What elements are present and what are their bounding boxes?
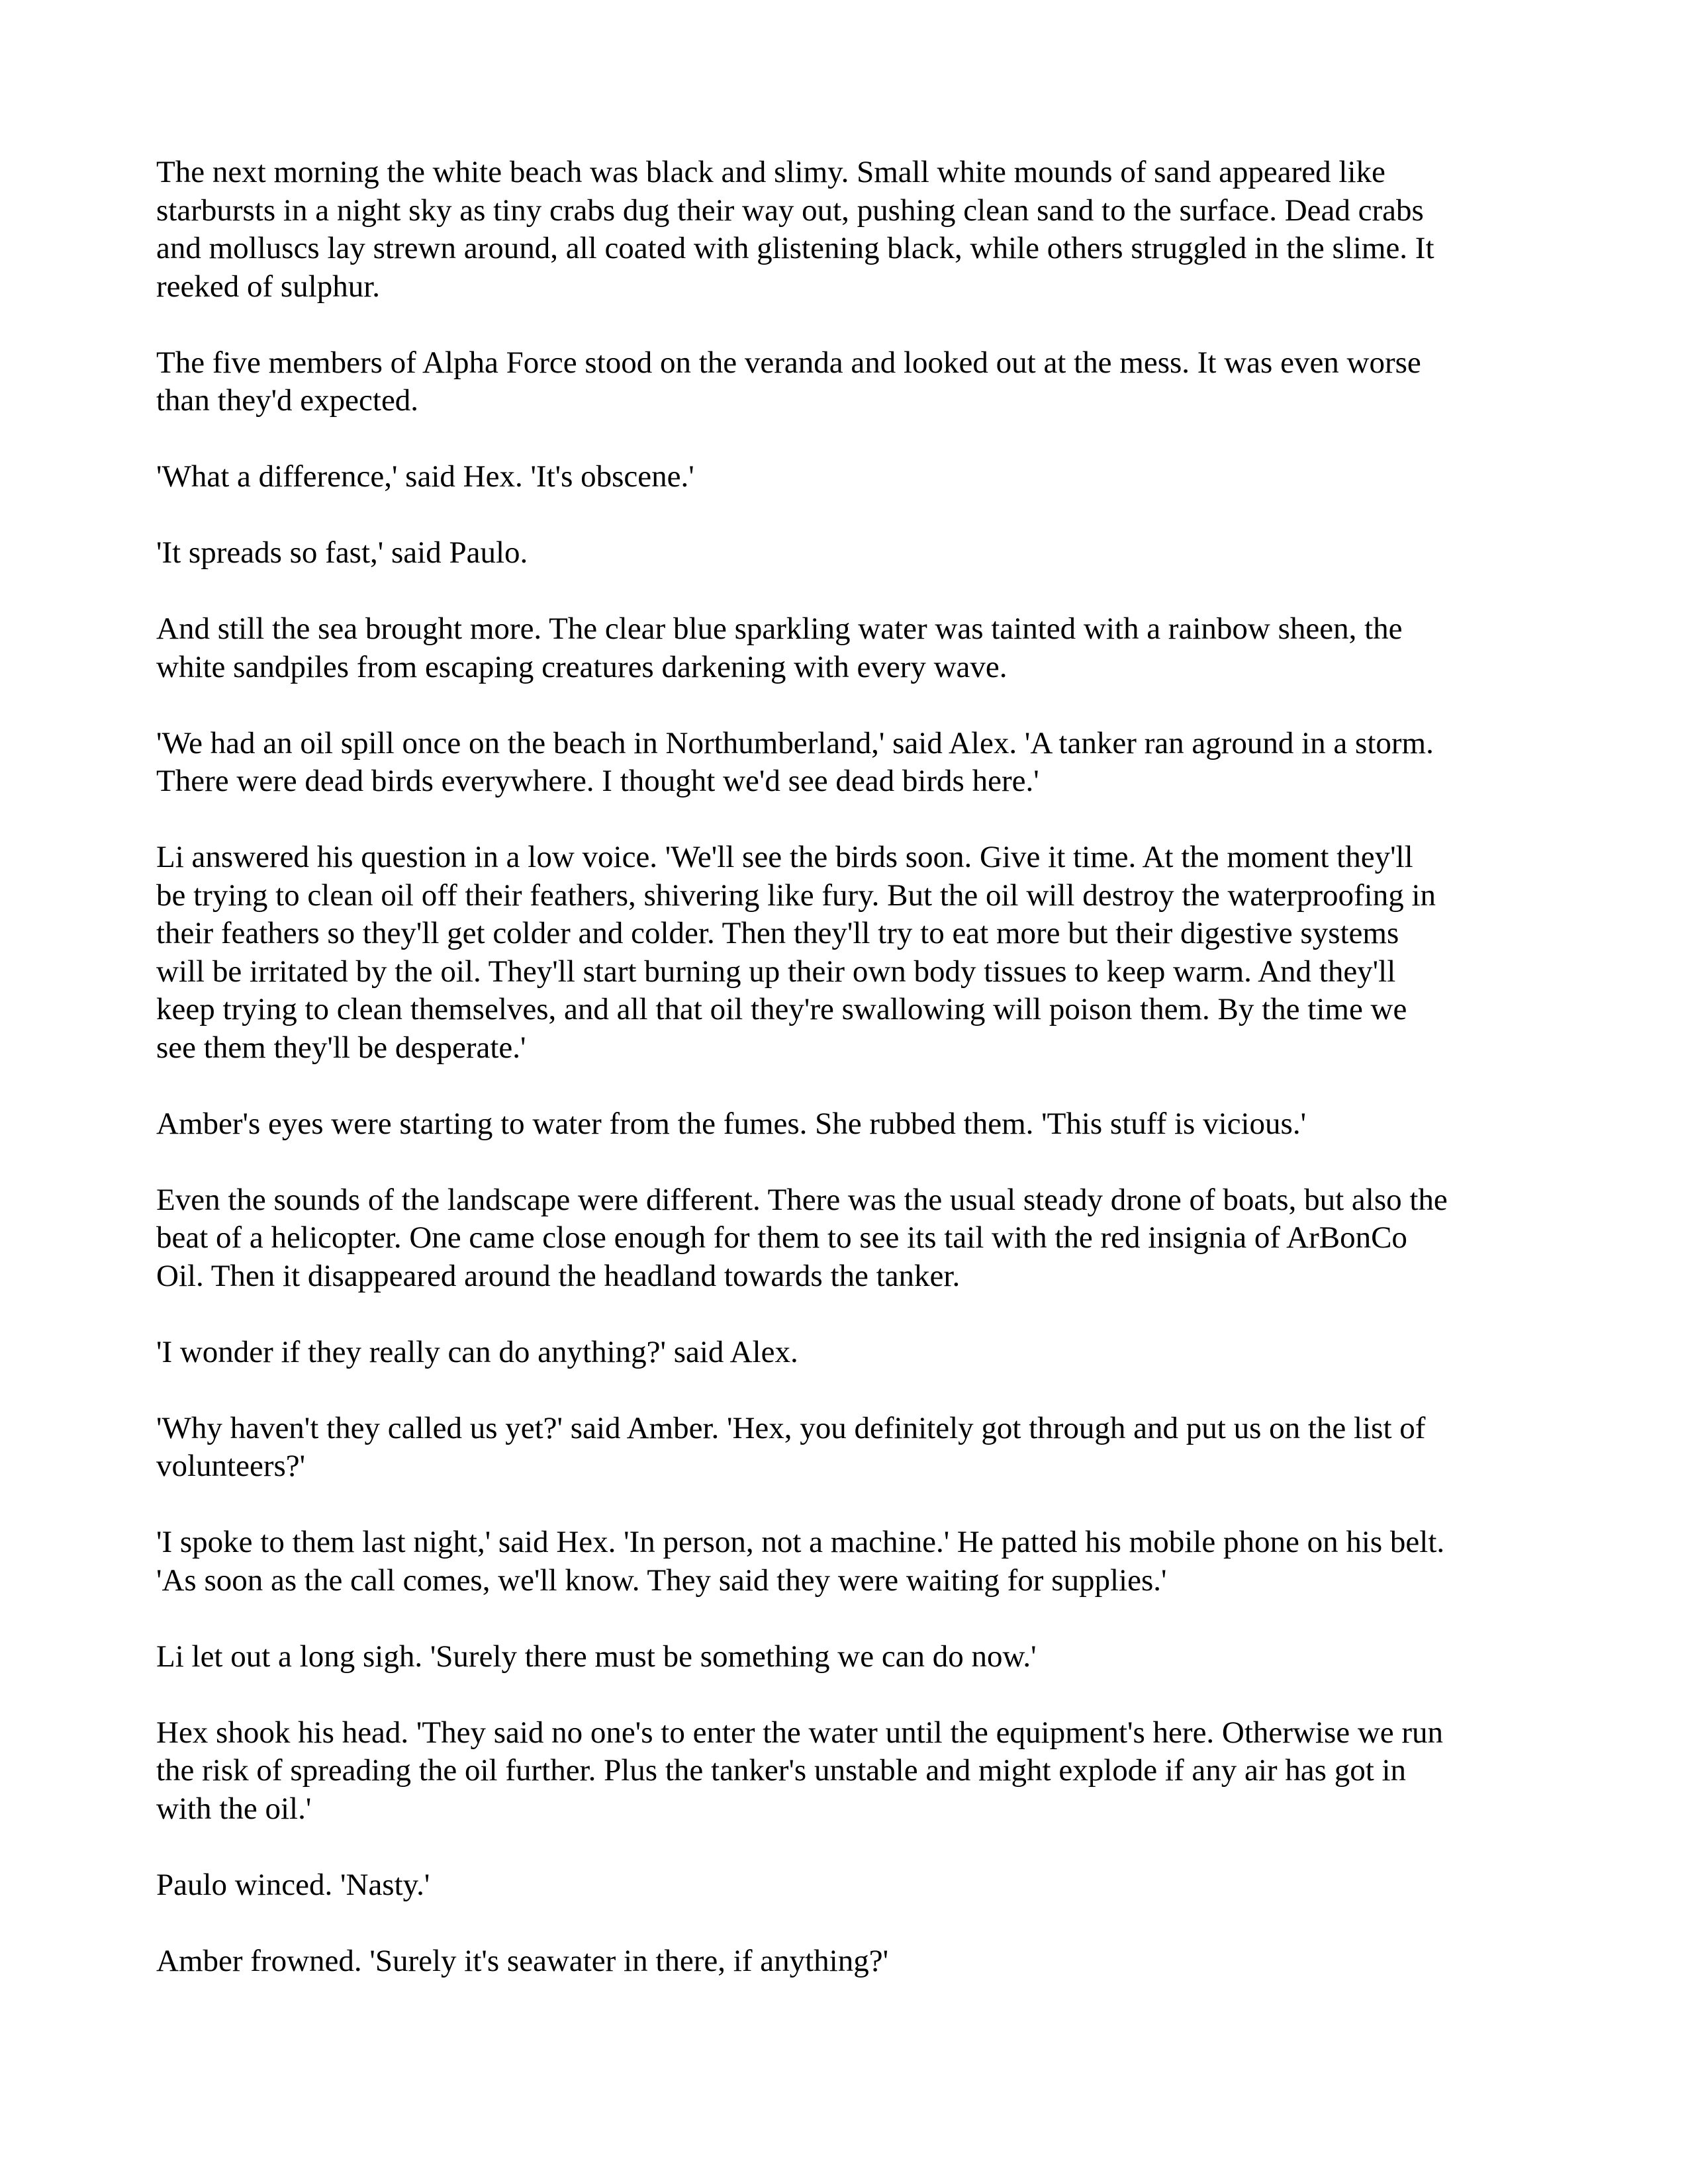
paragraph: 'We had an oil spill once on the beach in Northumberland,' said Alex. 'A tanker ran aground in a storm. There were dead birds everywhere. I thought we'd see dead birds here.' xyxy=(156,725,1434,798)
paragraph: Li answered his question in a low voice. 'We'll see the birds soon. Give it time. At the moment they'll be trying to clean oil off their feathers, shivering like fury. But the oil will destroy the waterproofing in their feathers so they'll get colder and colder. Then they'll try to eat more but their digestive systems will be irritated by the oil. They'll start burning up their own body tissues to keep warm. And they'll keep trying to clean themselves, and all that oil they're swallowing will poison them. By the time we see them they'll be desperate.' xyxy=(156,840,1436,1065)
paragraph: Even the sounds of the landscape were different. There was the usual steady drone of boats, but also the beat of a helicopter. One came close enough for them to see its tail with the red insignia of ArBonCo Oil. Then it disappeared around the headland towards the tanker. xyxy=(156,1182,1448,1293)
paragraph: The next morning the white beach was black and slimy. Small white mounds of sand appeared like starbursts in a night sky as tiny crabs dug their way out, pushing clean sand to the surface. Dead crabs and molluscs lay strewn around, all coated with glistening black, while others struggled in the slime. It reeked of sulphur. xyxy=(156,155,1434,304)
paragraph: 'I wonder if they really can do anything?' said Alex. xyxy=(156,1334,798,1369)
paragraph: Amber frowned. 'Surely it's seawater in there, if anything?' xyxy=(156,1943,889,1978)
document-page xyxy=(156,154,1540,2019)
paragraph: And still the sea brought more. The clear blue sparkling water was tainted with a rainbow sheen, the white sandpiles from escaping creatures darkening with every wave. xyxy=(156,612,1403,684)
paragraph: The five members of Alpha Force stood on the veranda and looked out at the mess. It was even worse than they'd expected. xyxy=(156,345,1421,418)
paragraph: 'Why haven't they called us yet?' said Amber. 'Hex, you definitely got through and put us on the list of volunteers?' xyxy=(156,1410,1426,1483)
paragraph: Li let out a long sigh. 'Surely there must be something we can do now.' xyxy=(156,1639,1037,1674)
paragraph: 'It spreads so fast,' said Paulo. xyxy=(156,535,528,570)
paragraph: 'I spoke to them last night,' said Hex. 'In person, not a machine.' He patted his mobile phone on his belt. 'As soon as the call comes, we'll know. They said they were waiting for supplies.' xyxy=(156,1525,1445,1598)
paragraph: Hex shook his head. 'They said no one's to enter the water until the equipment's here. Otherwise we run the risk of spreading the oil further. Plus the tanker's unstable and might explode if any air has got in with the oil.' xyxy=(156,1715,1444,1826)
paragraph: 'What a difference,' said Hex. 'It's obscene.' xyxy=(156,459,694,494)
paragraph: Amber's eyes were starting to water from the fumes. She rubbed them. 'This stuff is vicious.' xyxy=(156,1106,1307,1141)
paragraph: Paulo winced. 'Nasty.' xyxy=(156,1867,430,1902)
